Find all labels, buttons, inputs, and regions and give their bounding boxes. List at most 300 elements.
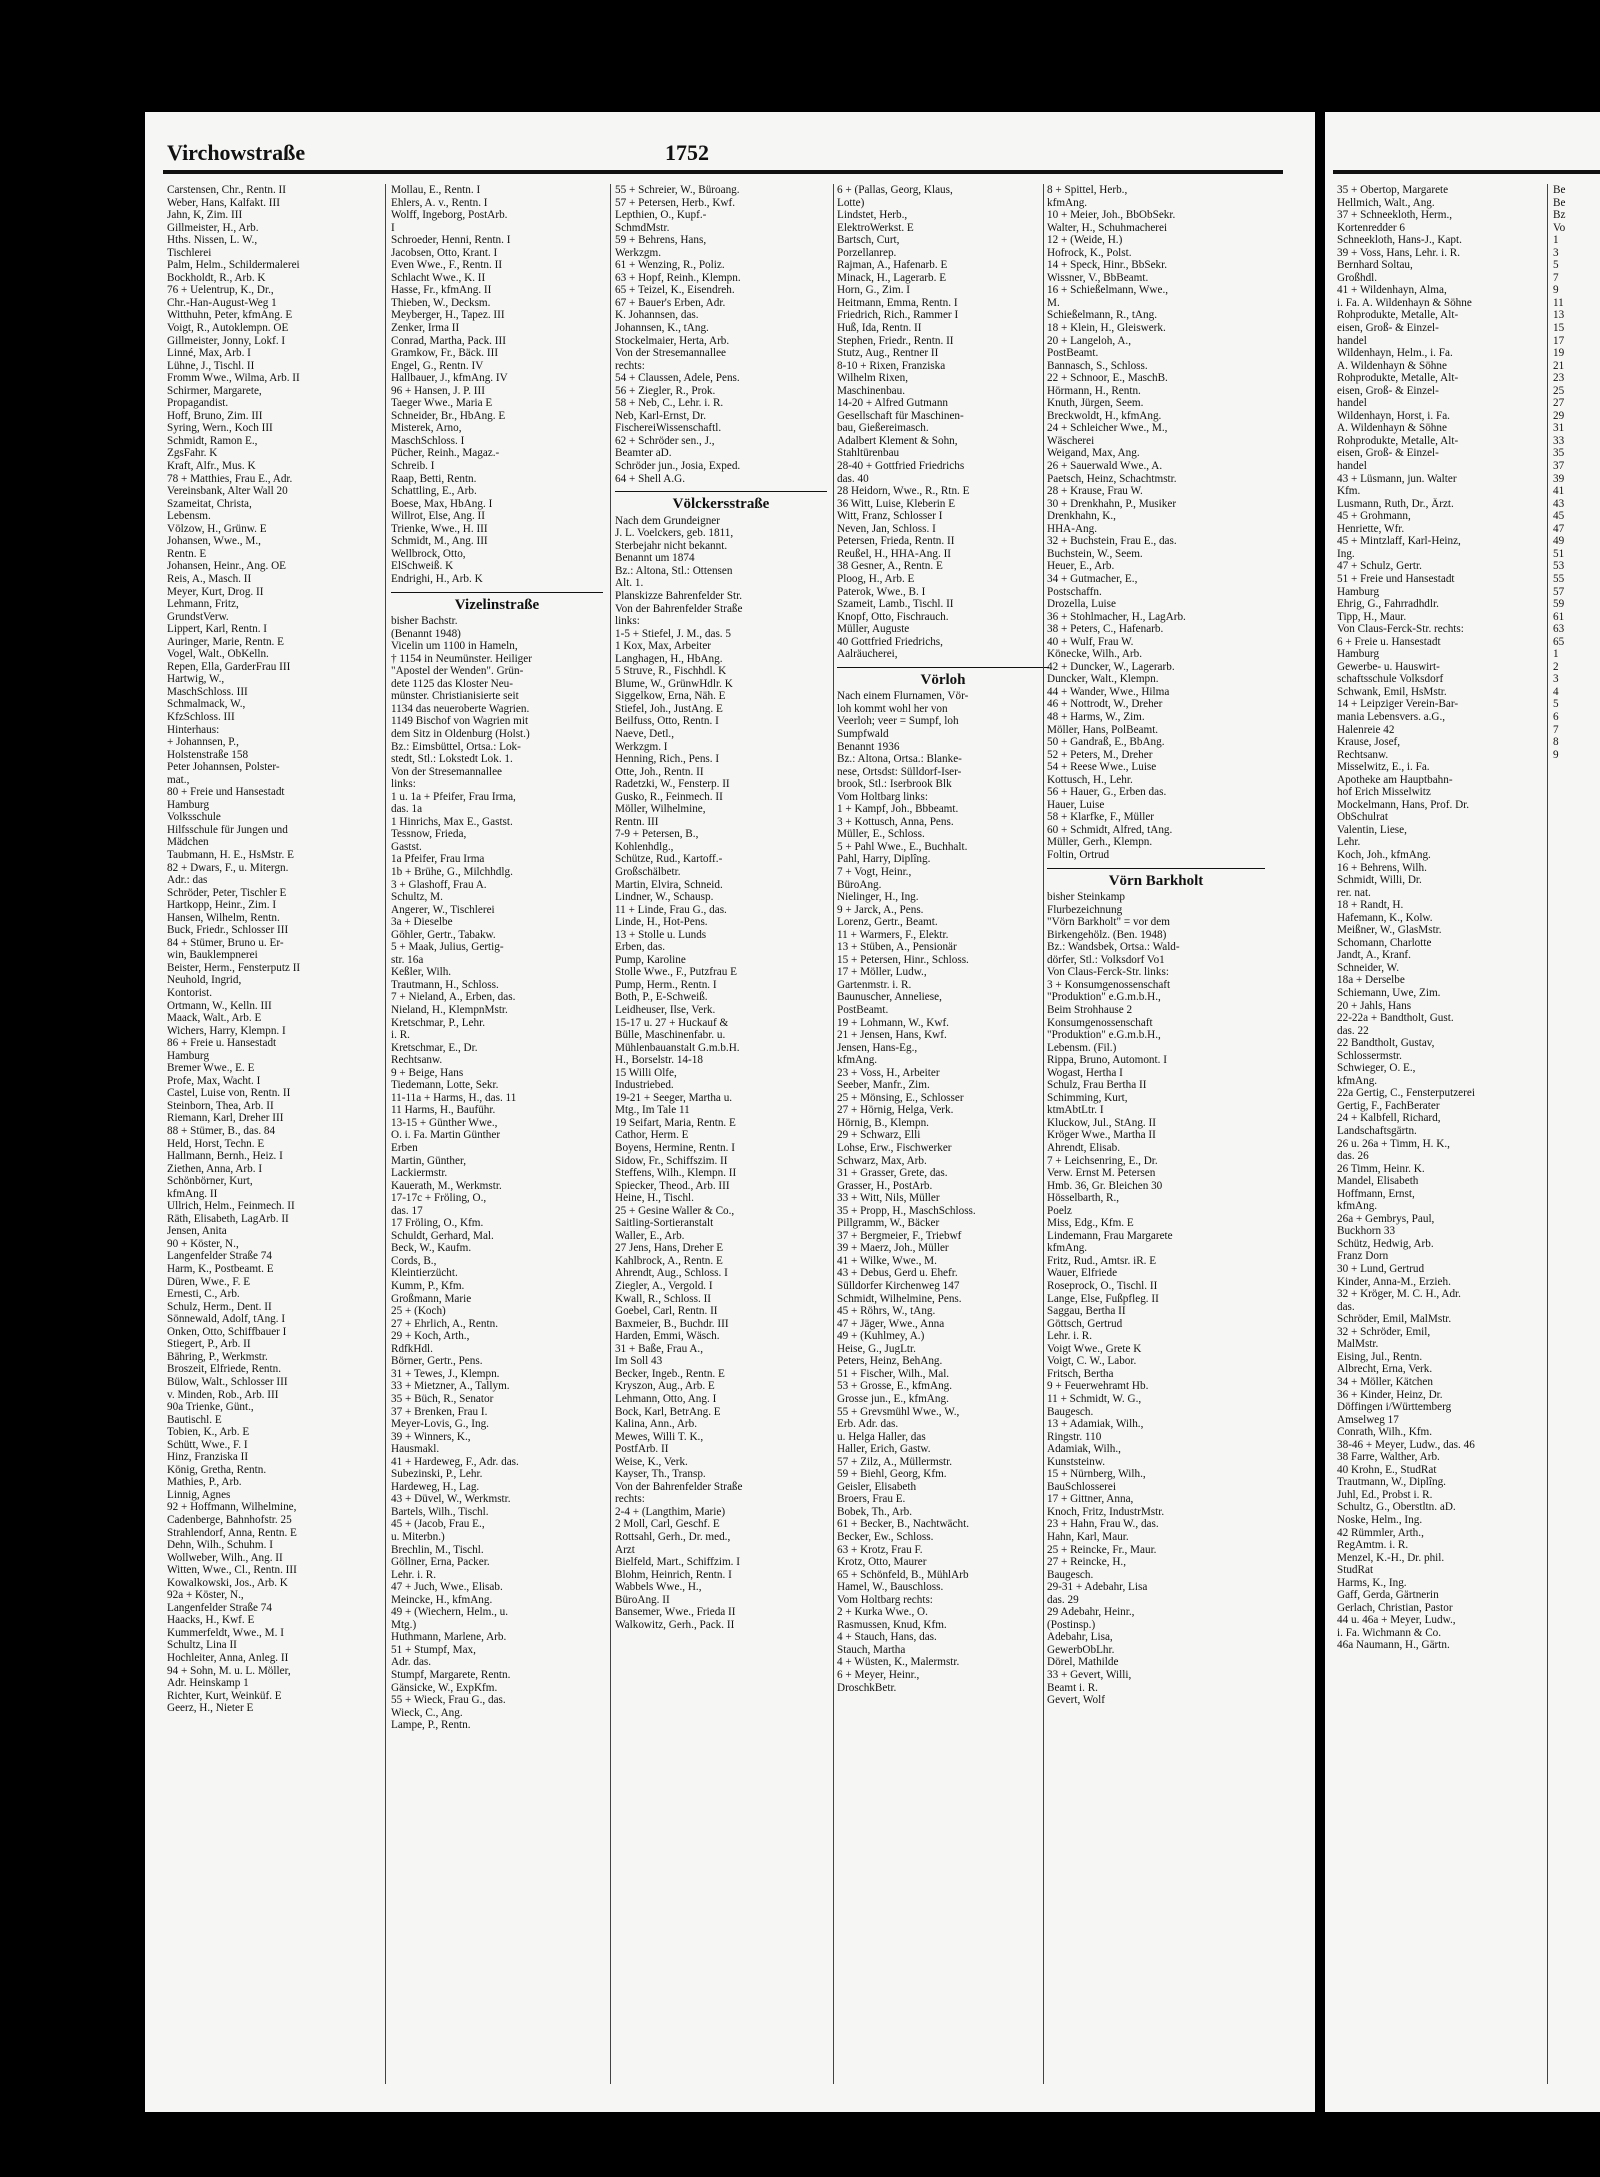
header-rule [163, 170, 1283, 174]
directory-entry: PostfArb. II [615, 1443, 669, 1456]
directory-entry: † 1154 in Neumünster. Heiliger [391, 652, 532, 665]
directory-entry: 47 [1553, 522, 1565, 535]
directory-entry: Palm, Helm., Schildermalerei [167, 259, 300, 272]
directory-entry: PostBeamt. [1047, 347, 1099, 360]
directory-entry: Buchstein, W., Seem. [1047, 547, 1143, 560]
directory-entry: 22-22a + Bandtholt, Gust. [1337, 1012, 1454, 1025]
directory-entry: str. 16a [391, 953, 424, 966]
directory-entry: Seeber, Manfr., Zim. [837, 1079, 930, 1092]
directory-entry: kfmAng. [1337, 1200, 1378, 1213]
directory-entry: Kluckow, Jul., StAng. II [1047, 1116, 1156, 1129]
directory-entry: 48 + Harms, W., Zim. [1047, 710, 1145, 723]
directory-entry: u. Miterbn.) [391, 1530, 445, 1543]
directory-entry: Peter Johannsen, Polster- [167, 761, 280, 774]
directory-entry: Von Claus-Ferck-Str. rechts: [1337, 623, 1464, 636]
directory-entry: Hasse, Fr., kfmAng. II [391, 284, 492, 297]
directory-entry: Ziethen, Anna, Arb. I [167, 1162, 263, 1175]
directory-entry: Bähring, P., Werkmstr. [167, 1350, 268, 1363]
directory-entry: 24 + Kalbfell, Richard, [1337, 1112, 1441, 1125]
directory-entry: Witthuhn, Peter, kfmAng. E [167, 309, 293, 322]
directory-entry: Mockelmann, Hans, Prof. Dr. [1337, 798, 1470, 811]
directory-entry: Chr.-Han-August-Weg 1 [167, 296, 277, 309]
directory-entry: Tessnow, Frieda, [391, 828, 467, 841]
directory-entry: Hoff, Bruno, Zim. III [167, 409, 263, 422]
directory-entry: Thieben, W., Decksm. [391, 296, 491, 309]
directory-entry: Hmb. 36, Gr. Bleichen 30 [1047, 1179, 1163, 1192]
directory-entry: Schultz, M. [391, 891, 443, 904]
directory-entry: Waller, E., Arb. [615, 1229, 685, 1242]
directory-entry: 3 + Konsumgenossenschaft [1047, 978, 1171, 991]
directory-entry: Syring, Wern., Koch III [167, 422, 273, 435]
directory-entry: 6 + Meyer, Heinr., [837, 1668, 920, 1681]
directory-entry: Döffingen i/Württemberg [1337, 1401, 1452, 1414]
directory-entry: 30 + Lund, Gertrud [1337, 1263, 1425, 1276]
directory-entry: Bartsch, Curt, [837, 234, 900, 247]
directory-entry: 55 + Schreier, W., Büroang. [615, 184, 740, 196]
directory-entry: Langhagen, H., HbAng. [615, 652, 723, 665]
directory-entry: Ahrendt, Elisab. [1047, 1142, 1121, 1155]
directory-entry: Cadenberge, Bahnhofstr. 25 [167, 1513, 292, 1526]
directory-entry: Werkzgm. [615, 246, 662, 259]
directory-entry: Meyer, Kurt, Drog. II [167, 585, 264, 598]
directory-entry: Lindemann, Frau Margarete [1047, 1229, 1173, 1242]
directory-entry: Veerloh; veer = Sumpf, loh [837, 715, 959, 728]
directory-entry: Bielfeld, Mart., Schiffzim. I [615, 1556, 741, 1569]
directory-entry: 27 + Ehrlich, A., Rentn. [391, 1317, 498, 1330]
directory-entry: 92 + Hoffmann, Wilhelmine, [167, 1501, 297, 1514]
directory-entry: KfzSchloss. III [167, 710, 235, 723]
directory-entry: Schroeder, Henni, Rentn. I [391, 234, 511, 247]
directory-entry: Beck, W., Kaufm. [391, 1242, 472, 1255]
directory-entry: FischereiWissenschaftl. [615, 422, 722, 435]
directory-entry: Pahl, Harry, Diplîng. [837, 853, 931, 866]
directory-entry: v. Minden, Rob., Arb. III [167, 1388, 279, 1401]
directory-entry: Kretschmar, P., Lehr. [391, 1016, 485, 1029]
directory-entry: 47 + Jäger, Wwe., Anna [837, 1317, 945, 1330]
directory-entry: Kleintierzücht. [391, 1267, 458, 1280]
directory-entry: Stephen, Friedr., Rentn. II [837, 334, 954, 347]
directory-entry: 1b + Brühe, G., Milchhdlg. [391, 865, 513, 878]
directory-entry: Fritsch, Bertha [1047, 1367, 1114, 1380]
directory-entry: Rottsahl, Gerh., Dr. med., [615, 1530, 731, 1543]
directory-entry: Hörmann, H., Rentn. [1047, 384, 1141, 397]
directory-entry: 35 + Propp, H., MaschSchloss. [837, 1204, 976, 1217]
directory-entry: Großhdl. [1337, 271, 1378, 284]
directory-entry: Knopf, Otto, Fischrauch. [837, 610, 949, 623]
directory-entry: 25 [1553, 384, 1565, 397]
directory-entry: 1 [1553, 648, 1559, 661]
directory-entry: Paetsch, Heinz, Schachtmstr. [1047, 472, 1177, 485]
directory-entry: Roseprock, O., Tischl. II [1047, 1280, 1158, 1293]
directory-entry: 17-17c + Fröling, O., [391, 1192, 487, 1205]
directory-entry: Trautmann, H., Schloss. [391, 978, 499, 991]
directory-entry: Horn, G., Zim. I [837, 284, 911, 297]
directory-entry: Adr.: das [167, 874, 208, 887]
directory-entry: 3a + Dieselbe [391, 916, 453, 929]
column-divider [833, 184, 834, 2084]
directory-entry: Huthmann, Marlene, Arb. [391, 1631, 507, 1644]
directory-entry: 64 + Shell A.G. [615, 472, 686, 485]
directory-entry: Kayser, Th., Transp. [615, 1468, 706, 1481]
directory-entry: Mollau, E., Rentn. I [391, 184, 481, 196]
directory-entry: 65 + Schönfeld, B., MühlArb [837, 1568, 969, 1581]
directory-entry: 62 + Schröder sen., J., [615, 434, 715, 447]
directory-entry: Buck, Friedr., Schlosser III [167, 924, 289, 937]
directory-entry: 29 + Koch, Arth., [391, 1330, 470, 1343]
directory-entry: 4 [1553, 685, 1559, 698]
directory-entry: 39 + Maerz, Joh., Müller [837, 1242, 949, 1255]
directory-entry: (Benannt 1948) [391, 627, 461, 640]
directory-entry: GrundstVerw. [167, 610, 229, 623]
directory-entry: Meyberger, H., Tapez. III [391, 309, 505, 322]
directory-entry: ZgsFahr. K [167, 447, 218, 460]
directory-entry: Porzellanrep. [837, 246, 897, 259]
directory-entry: Linde, H., Hot-Pens. [615, 916, 708, 929]
directory-entry: Kinder, Anna-M., Erzieh. [1337, 1275, 1451, 1288]
directory-entry: Hörnig, B., Klempn. [837, 1116, 929, 1129]
directory-entry: Knuth, Jürgen, Seem. [1047, 397, 1144, 410]
directory-entry: Lehmann, Fritz, [167, 598, 239, 611]
directory-entry: schaftsschule Volksdorf [1337, 673, 1444, 686]
directory-entry: Noske, Helm., Ing. [1337, 1513, 1423, 1526]
directory-entry: 36 Witt, Luise, Kleberin E [837, 497, 956, 510]
directory-entry: 15 Willi Olfe, [615, 1066, 677, 1079]
directory-entry: Onken, Otto, Schiffbauer I [167, 1325, 287, 1338]
directory-entry: das. 26 [1337, 1150, 1369, 1163]
directory-entry: Heuer, E., Arb. [1047, 560, 1115, 573]
directory-entry: Von Claus-Ferck-Str. links: [1047, 966, 1169, 979]
directory-entry: 80 + Freie und Hansestadt [167, 786, 285, 799]
directory-entry: Schreib. I [391, 460, 435, 473]
directory-entry: Beim Strohhause 2 [1047, 1004, 1133, 1016]
directory-entry: 63 [1553, 623, 1565, 636]
directory-entry: Hamburg [1337, 648, 1380, 661]
directory-entry: Lebensm. (Fil.) [1047, 1041, 1117, 1054]
directory-entry: Bautischl. E [167, 1413, 222, 1426]
directory-entry: 43 + Düvel, W., Werkmstr. [391, 1493, 511, 1506]
directory-entry: 45 + (Jacob, Frau E., [391, 1518, 485, 1531]
column-divider [1043, 184, 1044, 2084]
directory-entry: bau, Gießereimasch. [837, 422, 929, 435]
directory-entry: 45 + Röhrs, W., tAng. [837, 1305, 936, 1318]
directory-entry: 13 + Adamiak, Wilh., [1047, 1418, 1144, 1431]
directory-entry: Mtg.) [391, 1618, 417, 1631]
directory-entry: Schuldt, Gerhard, Mal. [391, 1229, 494, 1242]
directory-entry: Baugesch. [1047, 1405, 1094, 1418]
directory-entry: 38 Farre, Walther, Arb. [1337, 1451, 1440, 1464]
directory-entry: 67 + Bauer's Erben, Adr. [615, 296, 726, 309]
directory-entry: Kowalkowski, Jos., Arb. K [167, 1576, 288, 1589]
directory-entry: Martin, Günther, [391, 1154, 467, 1167]
directory-entry: 21 + Jensen, Hans, Kwf. [837, 1029, 947, 1042]
directory-entry: Gevert, Wolf [1047, 1694, 1105, 1707]
directory-entry: Linnig, Agnes [167, 1488, 231, 1501]
directory-entry: 32 + Buchstein, Frau E., das. [1047, 535, 1177, 548]
directory-entry: Bannasch, S., Schloss. [1047, 359, 1148, 372]
directory-entry: Steinborn, Thea, Arb. II [167, 1099, 274, 1112]
directory-entry: 9 + Jarck, A., Pens. [837, 903, 924, 916]
directory-entry: Friedrich, Rich., Rammer I [837, 309, 959, 322]
directory-entry: I [391, 221, 395, 234]
directory-entry: 96 + Hansen, J. P. III [391, 384, 485, 397]
directory-entry: Wogast, Hertha I [1047, 1066, 1123, 1079]
directory-entry: Castel, Luise von, Rentn. II [167, 1087, 291, 1100]
directory-entry: Nieland, H., KlempnMstr. [391, 1004, 508, 1016]
directory-entry: hof Erich Misselwitz [1337, 786, 1431, 799]
directory-entry: 11 [1553, 296, 1564, 309]
directory-entry: 42 Rümmler, Arth., [1337, 1526, 1424, 1539]
directory-entry: i. R. [391, 1029, 410, 1042]
directory-entry: Hauer, Luise [1047, 798, 1105, 811]
directory-entry: Baxmeier, B., Buchdr. III [615, 1317, 729, 1330]
directory-entry: 29 + Schwarz, Elli [837, 1129, 921, 1142]
directory-entry: Mathies, P., Arb. [167, 1476, 242, 1489]
directory-entry: 57 [1553, 585, 1565, 598]
directory-entry: 18a + Derselbe [1337, 974, 1405, 987]
directory-entry: Gartenmstr. i. R. [837, 978, 912, 991]
directory-entry: Hartkopp, Heinr., Zim. I [167, 899, 277, 912]
directory-entry: 14-20 + Alfred Gutmann [837, 397, 949, 410]
directory-entry: handel [1337, 397, 1367, 410]
directory-entry: Göhler, Gertr., Tabakw. [391, 928, 496, 941]
column-divider [610, 184, 611, 2084]
directory-entry: 38 Gesner, A., Rentn. E [837, 560, 943, 573]
directory-entry: 23 [1553, 372, 1565, 385]
directory-entry: 46 + Nottrodt, W., Dreher [1047, 698, 1163, 711]
directory-entry: Poelz [1047, 1204, 1072, 1217]
directory-entry: Auringer, Marie, Rentn. E [167, 635, 284, 648]
directory-entry: Lindstet, Herb., [837, 209, 908, 222]
directory-entry: Neb, Karl-Ernst, Dr. [615, 409, 707, 422]
directory-entry: Börner, Gertr., Pens. [391, 1355, 483, 1368]
directory-entry: 13 + Stolle u. Lunds [615, 928, 707, 941]
directory-entry: 94 + Sohn, M. u. L. Möller, [167, 1664, 291, 1677]
column-7 [1553, 184, 1600, 761]
directory-entry: Sterbejahr nicht bekannt. [615, 539, 728, 552]
directory-entry: Arzt [615, 1543, 635, 1556]
directory-entry: 27 + Reincke, H., [1047, 1556, 1127, 1569]
column-3 [615, 184, 827, 1631]
directory-entry: Bernhard Soltau, [1337, 259, 1413, 272]
directory-entry: 17 + Möller, Ludw., [837, 966, 927, 979]
directory-entry: Weigand, Max, Ang. [1047, 447, 1140, 460]
directory-entry: Schultz, G., Oberstltn. aD. [1337, 1501, 1456, 1514]
directory-entry: Voigt Wwe., Grete K [1047, 1342, 1142, 1355]
directory-entry: 26 u. 26a + Timm, H. K., [1337, 1137, 1450, 1150]
directory-entry: Kretschmar, E., Dr. [391, 1041, 478, 1054]
directory-entry: 2 + Kurka Wwe., O. [837, 1606, 928, 1619]
directory-entry: 29 Adebahr, Heinr., [1047, 1606, 1135, 1619]
directory-entry: Weise, K., Verk. [615, 1455, 688, 1468]
directory-entry: Willrot, Else, Ang. II [391, 510, 486, 523]
street-section-title: Vörloh [837, 667, 1049, 687]
directory-entry: Schneider, Br., HbAng. E [391, 409, 506, 422]
directory-entry: Bock, Karl, BetrAng. E [615, 1405, 721, 1418]
directory-entry: 45 [1553, 510, 1565, 523]
directory-entry: Stiefel, Joh., JustAng. E [615, 702, 723, 715]
directory-entry: Hösselbarth, R., [1047, 1192, 1120, 1205]
directory-entry: 51 + Freie und Hansestadt [1337, 572, 1455, 585]
directory-entry: Holstenstraße 158 [167, 748, 249, 761]
directory-entry: kfmAng. [1047, 196, 1088, 209]
directory-entry: 6 [1553, 710, 1559, 723]
directory-entry: Repen, Ella, GarderFrau III [167, 660, 291, 673]
directory-entry: Schmidt, Wilhelmine, Pens. [837, 1292, 962, 1305]
directory-entry: Trienke, Wwe., H. III [391, 522, 488, 535]
directory-entry: Könecke, Wilh., Arb. [1047, 648, 1143, 661]
directory-entry: Blume, W., GrünwHdlr. K [615, 677, 733, 690]
directory-entry: Kfm. [1337, 485, 1361, 498]
directory-entry: 39 + Winners, K., [391, 1430, 471, 1443]
directory-entry: 29-31 + Adebahr, Lisa [1047, 1581, 1148, 1594]
directory-entry: DroschkBetr. [837, 1681, 897, 1694]
directory-entry: Henriette, Wfr. [1337, 522, 1405, 535]
directory-entry: Mandel, Elisabeth [1337, 1175, 1419, 1188]
directory-entry: Neuhold, Ingrid, [167, 974, 242, 987]
header-rule [1333, 170, 1600, 174]
directory-entry: Schröder jun., Josia, Exped. [615, 460, 741, 473]
directory-entry: 57 + Petersen, Herb., Kwf. [615, 196, 736, 209]
directory-entry: 45 + Mintzlaff, Karl-Heinz, [1337, 535, 1461, 548]
directory-entry: 27 [1553, 397, 1565, 410]
directory-entry: Vom Holtbarg rechts: [837, 1593, 933, 1606]
directory-entry: 54 + Claussen, Adele, Pens. [615, 372, 740, 385]
directory-entry: brook, Stl.: Iserbrook Blk [837, 778, 952, 791]
directory-entry: 53 [1553, 560, 1565, 573]
directory-entry: Boese, Max, HbAng. I [391, 497, 493, 510]
directory-entry: eisen, Groß- & Einzel- [1337, 322, 1439, 335]
directory-entry: Schröder, Emil, MalMstr. [1337, 1313, 1452, 1326]
directory-entry: Voigt, R., Autoklempn. OE [167, 322, 289, 335]
directory-entry: 22 + Schnoor, E., MaschB. [1047, 372, 1168, 385]
directory-entry: MalMstr. [1337, 1338, 1379, 1351]
directory-entry: 43 [1553, 497, 1565, 510]
directory-entry: Jensen, Anita [167, 1225, 227, 1238]
directory-entry: Siggelkow, Erna, Näh. E [615, 690, 726, 703]
directory-entry: 33 + Witt, Nils, Müller [837, 1192, 940, 1205]
directory-entry: 34 + Gutmacher, E., [1047, 572, 1138, 585]
directory-entry: Heise, G., JugLtr. [837, 1342, 916, 1355]
column-4 [837, 184, 1049, 1694]
directory-entry: Stutz, Aug., Rentner II [837, 347, 939, 360]
directory-entry: 90 + Köster, N., [167, 1237, 239, 1250]
directory-entry: Keßler, Wilh. [391, 966, 452, 979]
directory-entry: Lehr. i. R. [391, 1568, 437, 1581]
directory-entry: Bz.: Altona, Stl.: Ottensen [615, 564, 733, 577]
directory-entry: Peters, Heinz, BehAng. [837, 1355, 943, 1368]
directory-entry: Maschinenbau. [837, 384, 906, 397]
directory-entry: Hellmich, Walt., Ang. [1337, 196, 1435, 209]
directory-entry: Erb. Adr. das. [837, 1418, 899, 1431]
directory-entry: 5 [1553, 698, 1559, 711]
directory-entry: Lampe, P., Rentn. [391, 1719, 471, 1732]
directory-entry: O. i. Fa. Martin Günther [391, 1129, 501, 1142]
directory-entry: Hofrock, K., Polst. [1047, 246, 1132, 259]
directory-entry: Sönnewald, Adolf, tAng. I [167, 1313, 286, 1326]
directory-entry: 37 + Bergmeier, F., Triebwf [837, 1229, 962, 1242]
directory-entry: Nielinger, H., Ing. [837, 891, 919, 904]
directory-entry: dem Sitz in Oldenburg (Holst.) [391, 727, 530, 740]
directory-entry: Schießelmann, R., tAng. [1047, 309, 1157, 322]
directory-entry: Richter, Kurt, Weinküf. E [167, 1689, 282, 1702]
directory-entry: 25 + Gesine Waller & Co., [615, 1204, 735, 1217]
directory-entry: Kwall, R., Schloss. II [615, 1292, 712, 1305]
directory-entry: Ing. [1337, 547, 1355, 560]
directory-entry: 9 + Feuerwehramt Hb. [1047, 1380, 1149, 1393]
directory-entry: 3 [1553, 246, 1559, 259]
directory-entry: RegAmtm. i. R. [1337, 1539, 1409, 1552]
directory-entry: Ullrich, Helm., Feinmech. II [167, 1200, 295, 1213]
directory-entry: 34 + Möller, Kätchen [1337, 1375, 1433, 1388]
directory-entry: Maack, Walt., Arb. E [167, 1012, 262, 1025]
directory-entry: 7 [1553, 271, 1559, 284]
directory-entry: 26a + Gembrys, Paul, [1337, 1212, 1435, 1225]
directory-entry: Jandt, A., Kranf. [1337, 949, 1411, 962]
directory-entry: Großmann, Marie [391, 1292, 472, 1305]
directory-entry: A. Wildenhayn & Söhne [1337, 359, 1447, 372]
directory-entry: 65 [1553, 635, 1565, 648]
directory-entry: 76 + Uelentrup, K., Dr., [167, 284, 274, 297]
directory-entry: 1 [1553, 234, 1559, 247]
directory-entry: 33 + Gevert, Willi, [1047, 1668, 1132, 1681]
directory-entry: Bülow, Walt., Schlosser III [167, 1375, 288, 1388]
directory-entry: 31 + Grasser, Grete, das. [837, 1167, 948, 1180]
directory-entry: Walter, H., Schuhmacherei [1047, 221, 1168, 234]
directory-entry: Kumm, P., Kfm. [391, 1280, 465, 1293]
directory-entry: 44 + Wander, Wwe., Hilma [1047, 685, 1170, 698]
directory-entry: SchmdMstr. [615, 221, 670, 234]
directory-entry: Meißner, W., GlasMstr. [1337, 924, 1442, 937]
directory-entry: Breckwoldt, H., kfmAng. [1047, 409, 1162, 422]
directory-entry: Lohse, Erw., Fischwerker [837, 1142, 952, 1155]
directory-entry: Cords, B., [391, 1254, 437, 1267]
directory-entry: 26 + Sauerwald Wwe., A. [1047, 460, 1163, 473]
directory-entry: Möller, Hans, PolBeamt. [1047, 723, 1159, 736]
directory-entry: Taubmann, H. E., HsMstr. E [167, 848, 294, 861]
directory-entry: 1 u. 1a + Pfeifer, Frau Irma, [391, 790, 516, 803]
directory-entry: Harden, Emmi, Wäsch. [615, 1330, 720, 1343]
directory-entry: Jahn, K, Zim. III [167, 209, 243, 222]
directory-entry: 5 Struve, R., Fischhdl. K [615, 665, 727, 678]
directory-entry: 7-9 + Petersen, B., [615, 828, 699, 841]
directory-entry: BauSchlosserei [1047, 1480, 1116, 1493]
directory-entry: Held, Horst, Techn. E [167, 1137, 265, 1150]
directory-entry: Bobek, Th., Arb. [837, 1505, 912, 1518]
directory-entry: Kortenredder 6 [1337, 221, 1406, 234]
directory-entry: RdfkHdl. [391, 1342, 433, 1355]
directory-entry: Bockholdt, R., Arb. K [167, 271, 266, 284]
directory-entry: 31 [1553, 422, 1565, 435]
directory-entry: kfmAng. [1337, 1074, 1378, 1087]
directory-entry: Franz Dorn [1337, 1250, 1389, 1263]
directory-entry: Mewes, Willi T. K., [615, 1430, 704, 1443]
directory-entry: ObSchulrat [1337, 811, 1388, 824]
directory-entry: 41 + Wildenhayn, Alma, [1337, 284, 1447, 297]
directory-entry: 49 + (Wiechern, Helm., u. [391, 1606, 509, 1619]
directory-entry: 33 + Mietzner, A., Tallym. [391, 1380, 510, 1393]
directory-entry: 54 + Reese Wwe., Luise [1047, 761, 1157, 774]
directory-entry: + Johannsen, P., [167, 736, 239, 749]
directory-entry: 35 [1553, 447, 1565, 460]
directory-entry: Bz.: Altona, Ortsa.: Blanke- [837, 753, 962, 766]
directory-entry: Tischlerei [167, 246, 212, 259]
directory-entry: Lindner, W., Schausp. [615, 891, 714, 904]
directory-entry: Grosse jun., E., kfmAng. [837, 1392, 949, 1405]
directory-entry: Schattling, E., Arb. [391, 485, 477, 498]
directory-entry: Misterek, Arno, [391, 422, 462, 435]
directory-entry: Langenfelder Straße 74 [167, 1250, 272, 1263]
directory-entry: Witt, Franz, Schlosser I [837, 510, 943, 523]
